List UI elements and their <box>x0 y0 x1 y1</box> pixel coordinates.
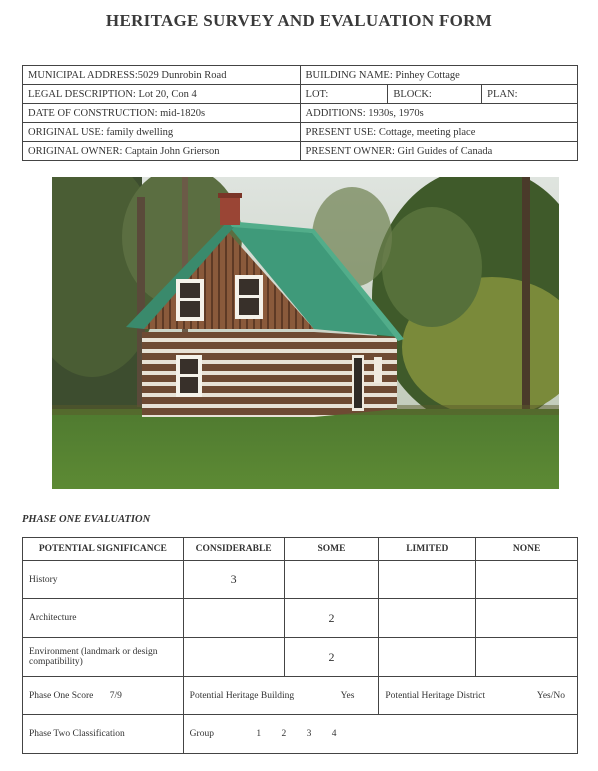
history-considerable <box>183 561 284 599</box>
phase-one-heading: PHASE ONE EVALUATION <box>22 514 151 525</box>
group-label: Group <box>189 729 214 739</box>
phase-one-score-label: Phase One Score <box>29 690 94 701</box>
history-some <box>284 561 379 599</box>
col-limited: LIMITED <box>379 538 476 561</box>
score-value: 2 <box>328 649 335 664</box>
group-options <box>238 729 336 739</box>
log-cabin-illustration <box>52 177 559 489</box>
row-environment <box>23 638 578 677</box>
potential-heritage-district-cell <box>379 677 578 715</box>
row-label-architecture: Architecture <box>23 599 184 638</box>
building-name: BUILDING NAME: Pinhey Cottage <box>300 66 577 85</box>
group-option: 3 <box>306 729 312 739</box>
original-owner: ORIGINAL OWNER: Captain John Grierson <box>23 142 301 161</box>
municipal-address: MUNICIPAL ADDRESS:5029 Dunrobin Road <box>23 66 301 85</box>
environment-limited <box>379 638 476 677</box>
environment-considerable <box>183 638 284 677</box>
environment-none <box>476 638 578 677</box>
row-label-environment: Environment (landmark or design compatibility) <box>23 638 184 677</box>
architecture-none <box>476 599 578 638</box>
environment-some <box>284 638 379 677</box>
potential-heritage-building-cell <box>183 677 379 715</box>
form-title: HERITAGE SURVEY AND EVALUATION FORM <box>105 11 493 30</box>
block: BLOCK: <box>388 85 482 104</box>
row-history <box>23 561 578 599</box>
group-option: 4 <box>331 729 337 739</box>
group-option: 2 <box>281 729 287 739</box>
architecture-limited <box>379 599 476 638</box>
cottage-photo <box>52 177 559 489</box>
col-potential-significance: POTENTIAL SIGNIFICANCE <box>23 538 184 561</box>
row-phase-two-classification <box>23 715 578 754</box>
additions: ADDITIONS: 1930s, 1970s <box>300 104 577 123</box>
present-owner: PRESENT OWNER: Girl Guides of Canada <box>300 142 577 161</box>
potential-heritage-district-value: Yes/No <box>536 690 565 701</box>
phase-two-classification-label: Phase Two Classification <box>23 715 184 754</box>
row-label-history: History <box>23 561 184 599</box>
potential-heritage-district-label: Potential Heritage District <box>385 690 486 701</box>
plan: PLAN: <box>482 85 578 104</box>
property-info-table <box>22 65 578 161</box>
score-value: 3 <box>230 572 237 586</box>
col-some: SOME <box>284 538 379 561</box>
phase-one-score-cell <box>23 677 184 715</box>
architecture-some <box>284 599 379 638</box>
row-phase-one-score <box>23 677 578 715</box>
col-considerable: CONSIDERABLE <box>183 538 284 561</box>
legal-description: LEGAL DESCRIPTION: Lot 20, Con 4 <box>23 85 301 104</box>
history-limited <box>379 561 476 599</box>
original-use: ORIGINAL USE: family dwelling <box>23 123 301 142</box>
group-cell <box>183 715 577 754</box>
score-value: 2 <box>328 610 335 625</box>
lot: LOT: <box>300 85 388 104</box>
phase-one-evaluation-table <box>22 537 578 754</box>
present-use: PRESENT USE: Cottage, meeting place <box>300 123 577 142</box>
date-of-construction: DATE OF CONSTRUCTION: mid-1820s <box>23 104 301 123</box>
architecture-considerable <box>183 599 284 638</box>
phase-one-score-value: 7/9 <box>109 690 122 701</box>
history-none <box>476 561 578 599</box>
group-option: 1 <box>256 729 262 739</box>
potential-heritage-building-label: Potential Heritage Building <box>189 690 295 701</box>
col-none: NONE <box>476 538 578 561</box>
row-architecture <box>23 599 578 638</box>
potential-heritage-building-value: Yes <box>340 690 355 701</box>
